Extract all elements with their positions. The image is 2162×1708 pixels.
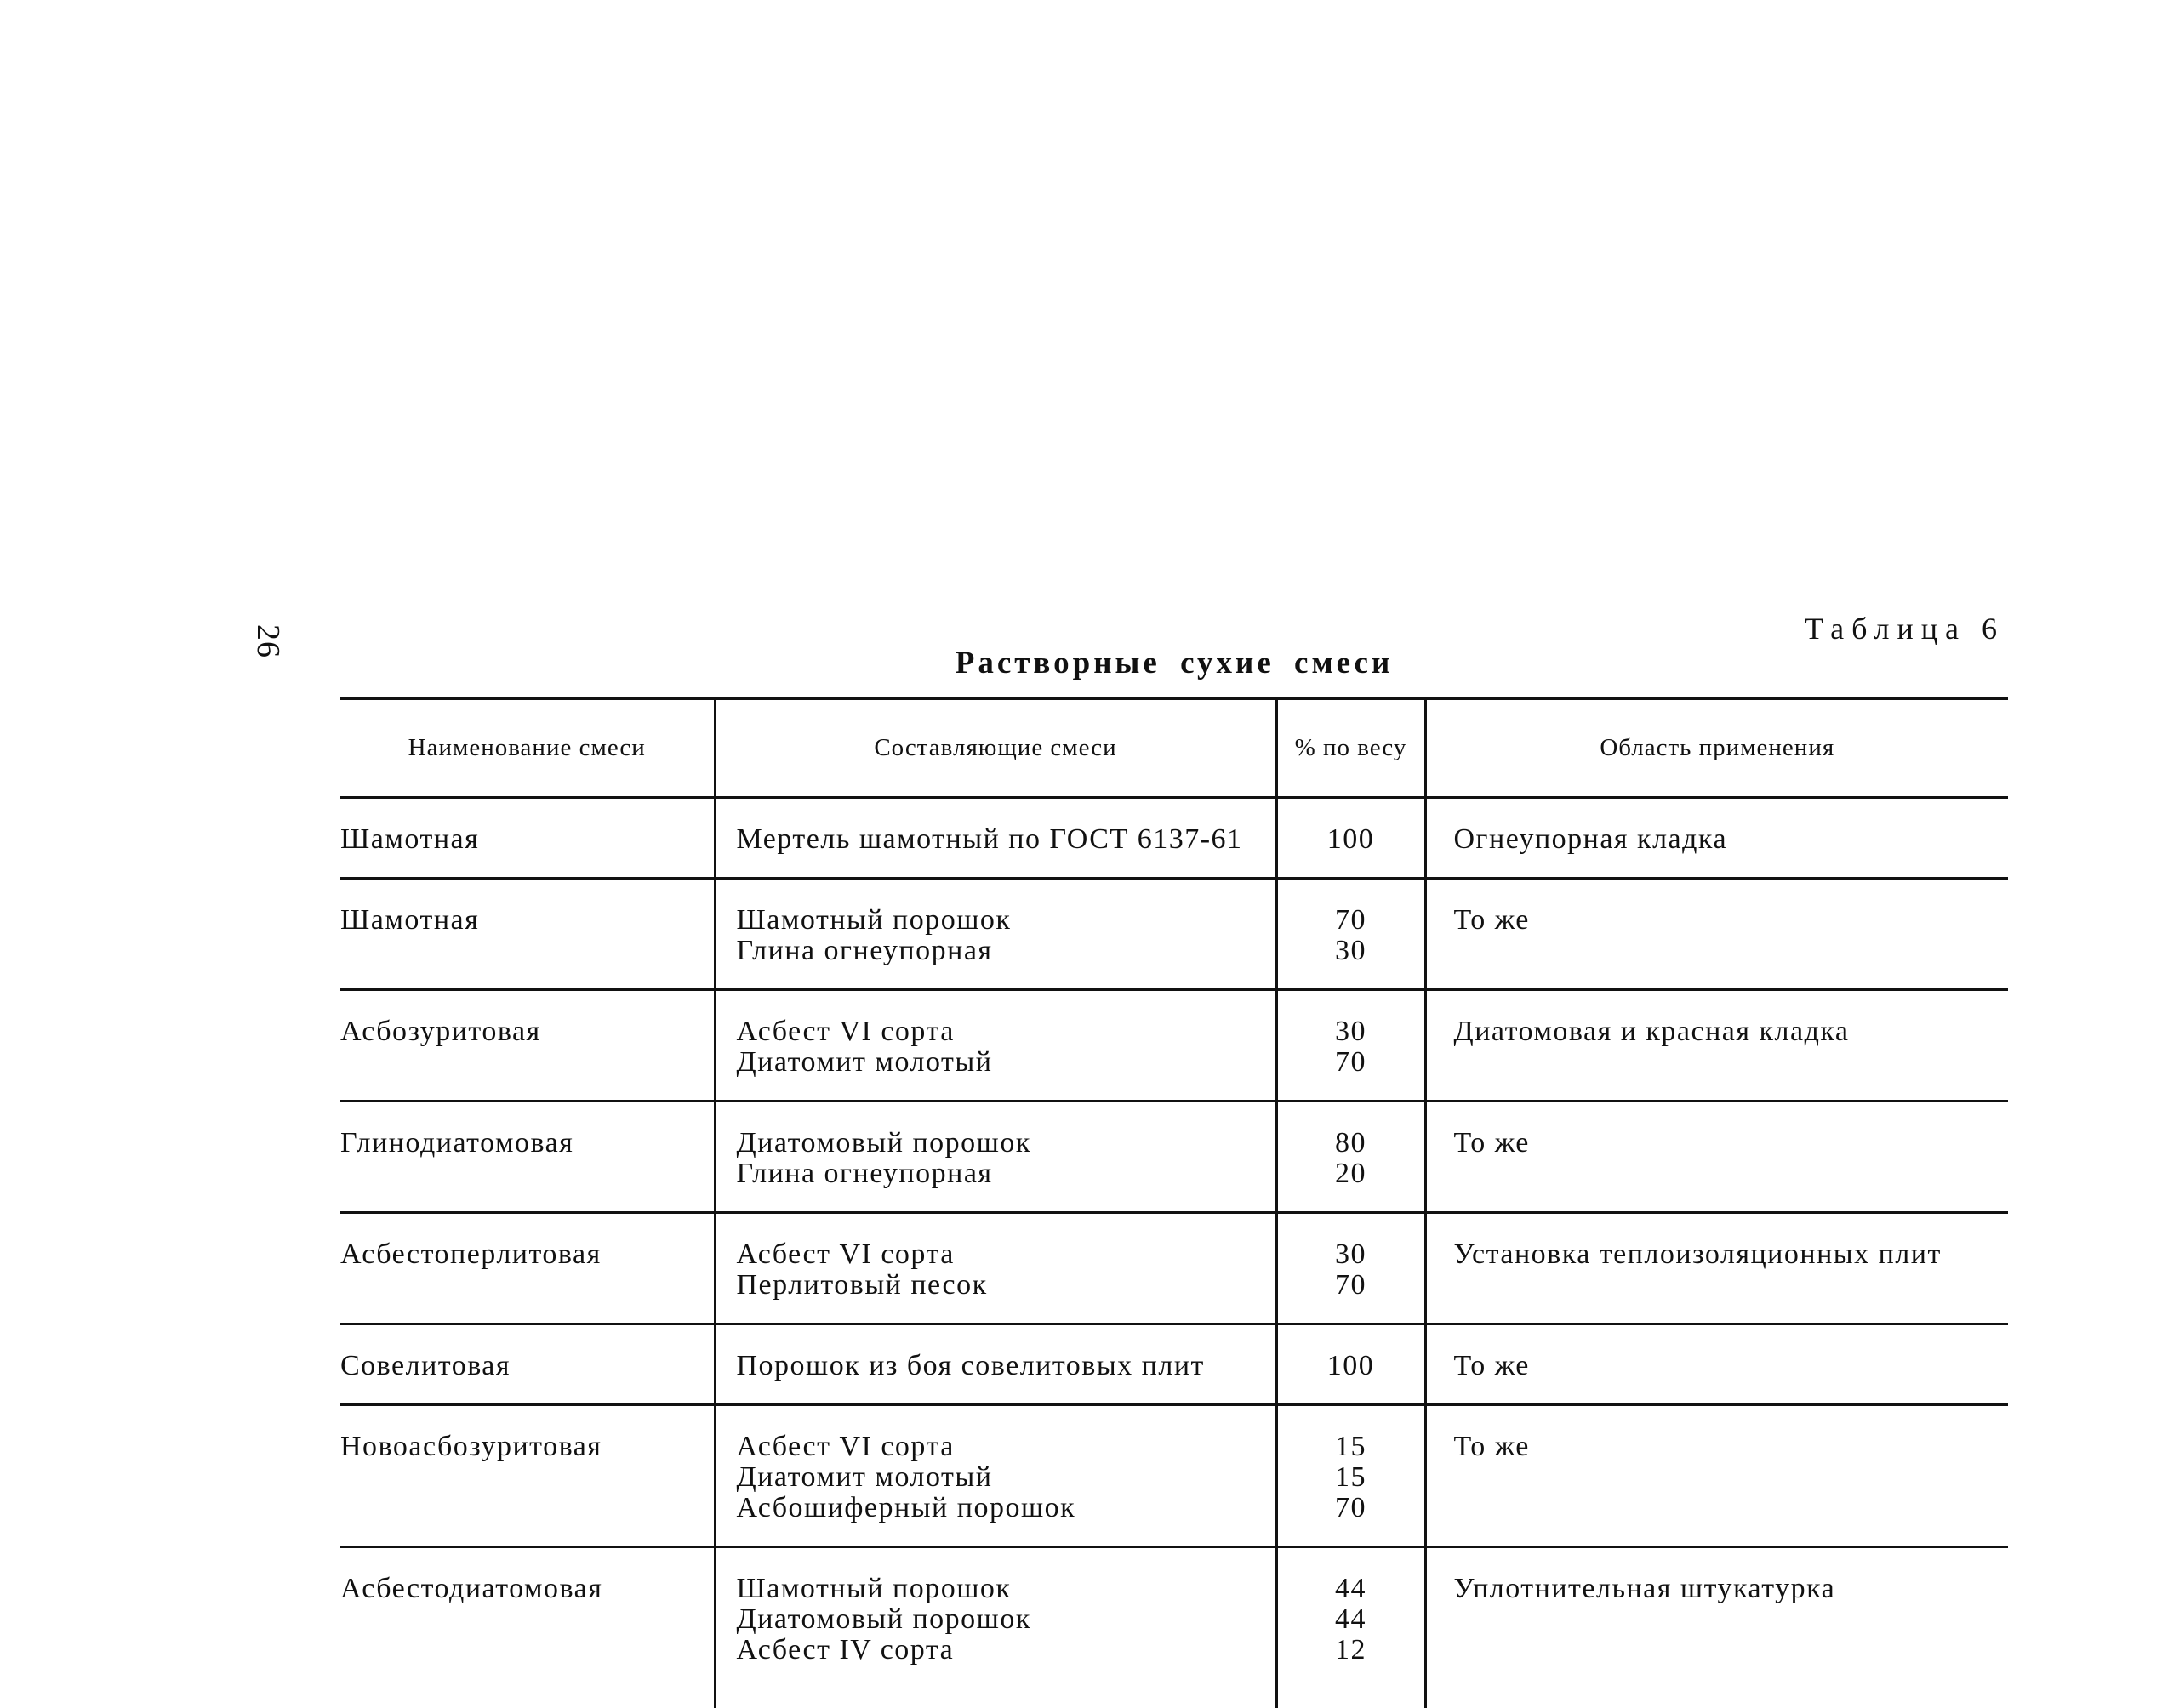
header-name: Наименование смеси: [340, 699, 715, 798]
application-cell: Уплотнительная штукатурка: [1425, 1547, 2008, 1708]
mixture-name: Шамотная: [340, 879, 715, 990]
percent-value: 30: [1278, 1239, 1424, 1270]
components-cell: [715, 1324, 1276, 1405]
component-item: Перлитовый песок: [737, 1270, 1275, 1301]
component-item: Мертель шамотный по ГОСТ 6137-61: [737, 824, 1275, 855]
table-label: Таблица 6: [1805, 611, 2005, 646]
components-cell: [715, 990, 1276, 1102]
component-item: Глина огнеупорная: [737, 936, 1275, 966]
mixture-name: Асбестоперлитовая: [340, 1213, 715, 1324]
component-item: Порошок из боя совелитовых плит: [737, 1351, 1275, 1381]
components-cell: [715, 1102, 1276, 1213]
percent-cell: [1276, 798, 1425, 879]
component-item: Асбест IV сорта: [737, 1635, 1275, 1665]
percent-value: 80: [1278, 1128, 1424, 1159]
table-body: [340, 798, 2008, 1708]
header-percent: % по весу: [1276, 699, 1425, 798]
percent-value: 44: [1278, 1574, 1424, 1604]
table-row: [340, 1102, 2008, 1213]
application-cell: Диатомовая и красная кладка: [1425, 990, 2008, 1102]
percent-cell: [1276, 1102, 1425, 1213]
application-cell: То же: [1425, 1102, 2008, 1213]
percent-cell: [1276, 1547, 1425, 1708]
table-header-row: [340, 699, 2008, 798]
percent-value: 70: [1278, 905, 1424, 936]
application-cell: Огнеупорная кладка: [1425, 798, 2008, 879]
mixture-name: Глинодиатомовая: [340, 1102, 715, 1213]
percent-cell: [1276, 1324, 1425, 1405]
component-item: Глина огнеупорная: [737, 1159, 1275, 1189]
components-cell: [715, 879, 1276, 990]
header-application: Область применения: [1425, 699, 2008, 798]
percent-value: 70: [1278, 1047, 1424, 1078]
components-cell: [715, 798, 1276, 879]
percent-value: 70: [1278, 1270, 1424, 1301]
percent-cell: [1276, 1405, 1425, 1547]
component-item: Асбест VI сорта: [737, 1016, 1275, 1047]
component-item: Диатомовый порошок: [737, 1604, 1275, 1635]
percent-value: 15: [1278, 1432, 1424, 1462]
component-item: Шамотный порошок: [737, 905, 1275, 936]
component-item: Асбест VI сорта: [737, 1432, 1275, 1462]
application-cell: То же: [1425, 879, 2008, 990]
table-row: [340, 1547, 2008, 1708]
table-row: [340, 990, 2008, 1102]
mixture-name: Асбестодиатомовая: [340, 1547, 715, 1708]
application-cell: То же: [1425, 1324, 2008, 1405]
table-row: [340, 879, 2008, 990]
percent-value: 15: [1278, 1462, 1424, 1493]
component-item: Диатомовый порошок: [737, 1128, 1275, 1159]
component-item: Асбест VI сорта: [737, 1239, 1275, 1270]
percent-cell: [1276, 879, 1425, 990]
percent-value: 30: [1278, 936, 1424, 966]
percent-cell: [1276, 1213, 1425, 1324]
component-item: Шамотный порошок: [737, 1574, 1275, 1604]
page-number: 26: [249, 624, 287, 658]
percent-value: 100: [1278, 1351, 1424, 1381]
mixture-name: Шамотная: [340, 798, 715, 879]
percent-value: 44: [1278, 1604, 1424, 1635]
percent-value: 70: [1278, 1493, 1424, 1523]
table-row: [340, 1405, 2008, 1547]
application-cell: Установка теплоизоляционных плит: [1425, 1213, 2008, 1324]
application-cell: То же: [1425, 1405, 2008, 1547]
components-cell: [715, 1213, 1276, 1324]
header-components: Составляющие смеси: [715, 699, 1276, 798]
components-cell: [715, 1405, 1276, 1547]
component-item: Асбошиферный порошок: [737, 1493, 1275, 1523]
component-item: Диатомит молотый: [737, 1462, 1275, 1493]
percent-value: 12: [1278, 1635, 1424, 1665]
table-row: [340, 798, 2008, 879]
mixture-name: Асбозуритовая: [340, 990, 715, 1102]
mixture-name: Совелитовая: [340, 1324, 715, 1405]
component-item: Диатомит молотый: [737, 1047, 1275, 1078]
components-cell: [715, 1547, 1276, 1708]
percent-cell: [1276, 990, 1425, 1102]
table-row: [340, 1213, 2008, 1324]
mixtures-table: [340, 697, 2008, 1708]
percent-value: 30: [1278, 1016, 1424, 1047]
mixture-name: Новоасбозуритовая: [340, 1405, 715, 1547]
table-row: [340, 1324, 2008, 1405]
table-title: Растворные сухие смеси: [340, 645, 2008, 681]
percent-value: 20: [1278, 1159, 1424, 1189]
percent-value: 100: [1278, 824, 1424, 855]
